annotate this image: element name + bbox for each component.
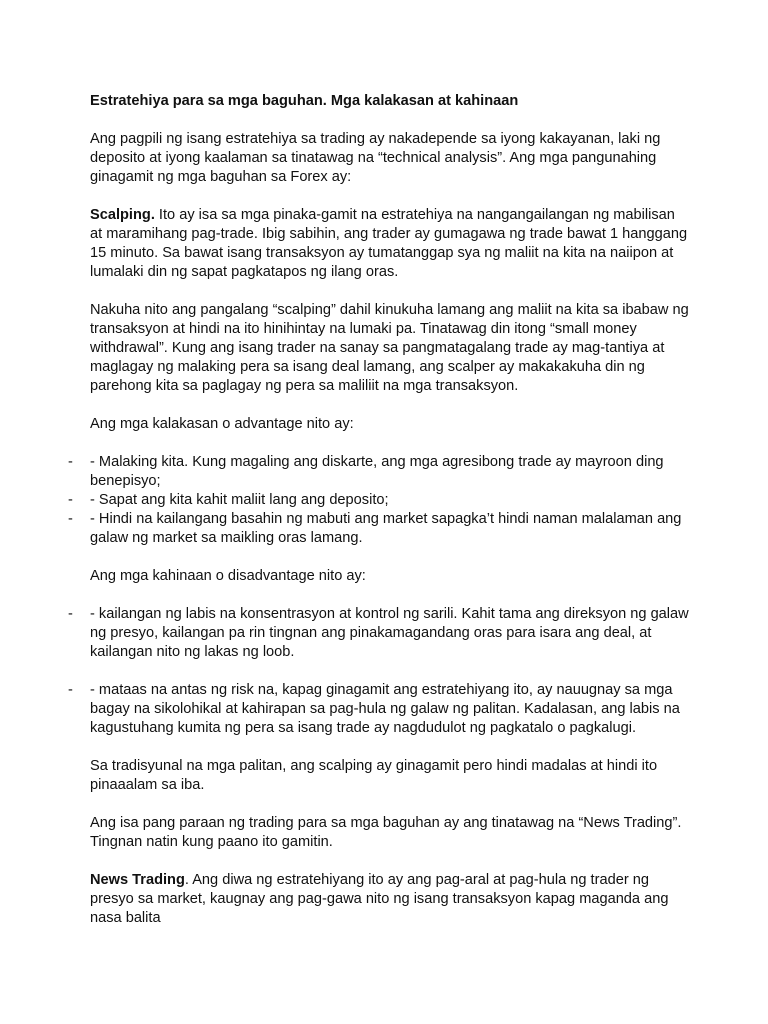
news-trading-paragraph xyxy=(90,871,690,928)
advantages-intro: Ang mga kalakasan o advantage nito ay: xyxy=(90,416,354,432)
document-title: Estratehiya para sa mga baguhan. Mga kalakasan at kahinaan xyxy=(90,93,519,109)
disadvantages-intro: Ang mga kahinaan o disadvantage nito ay: xyxy=(90,568,366,584)
news-intro-paragraph: Ang isa pang paraan ng trading para sa mga baguhan ay ang tinatawag na “News Trading”. Tingnan natin kung paano ito gamitin. xyxy=(90,815,682,850)
list-item-text: - Malaking kita. Kung magaling ang diskarte, ang mga agresibong trade ay mayroon ding benepisyo; xyxy=(90,454,664,489)
intro-paragraph: Ang pagpili ng isang estratehiya sa trading ay nakadepende sa iyong kakayanan, laki ng deposito at iyong kaalaman sa tinatawag na “technical analysis”. Ang mga pangunahing ginagamit ng mga baguhan sa Forex ay: xyxy=(90,131,661,185)
scalping-paragraph xyxy=(90,206,690,282)
list-marker: - xyxy=(68,492,73,508)
list-item-text: - kailangan ng labis na konsentrasyon at kontrol ng sarili. Kahit tama ang direksyon ng galaw ng presyo, kailangan pa rin tingnan ang pinakamagandang oras para isara ang deal, at kailangan nito ng lakas ng loob. xyxy=(90,606,689,660)
scalping-name-paragraph: Nakuha nito ang pangalang “scalping” dahil kinukuha lamang ang maliit na kita sa ibabaw ng transaksyon at hindi na ito hinihintay na lumaki pa. Tinatawag din itong “small money withdrawal”. Kung ang isang trader na sanay sa pangmatagalang trade ay mag-tantiya at maglagay ng malaking pera sa isang deal lamang, ang scalper ay makakakuha din ng parehong kita sa paglagay ng pera sa maliliit na mga transaksyon. xyxy=(90,302,689,394)
list-marker: - xyxy=(68,454,73,470)
list-item-text: - mataas na antas ng risk na, kapag ginagamit ang estratehiyang ito, ay nauugnay sa mga bagay na sikolohikal at kahirapan sa pag-hula ng galaw ng palitan. Kadalasan, ang labis na kagustuhang kumita ng pera sa isang trade ay nagdudulot ng pagkatalo o pagkalugi. xyxy=(90,682,680,736)
list-marker: - xyxy=(68,511,73,527)
scalping-text: Ito ay isa sa mga pinaka-gamit na estratehiya na nangangailangan ng mabilisan at maramihang pag-trade. Ibig sabihin, ang trader ay gumagawa ng trade bawat 1 hanggang 15 minuto. Sa bawat isang transaksyon ay tumatanggap sya ng maliit na kita na naiipon at lumalaki din ng sapat pagkatapos ng ilang oras. xyxy=(90,207,688,280)
traditional-paragraph: Sa tradisyunal na mga palitan, ang scalping ay ginagamit pero hindi madalas at hindi ito pinaaalam sa iba. xyxy=(90,758,658,793)
list-item xyxy=(68,605,690,662)
news-trading-text: . Ang diwa ng estratehiyang ito ay ang pag-aral at pag-hula ng trader ng presyo sa market, kaugnay ang pag-gawa nito ng isang transaksyon kapag maganda ang nasa balita xyxy=(90,872,669,926)
list-item-text: - Hindi na kailangang basahin ng mabuti ang market sapagka’t hindi naman malalaman ang galaw ng market sa maikling oras lamang. xyxy=(90,511,682,546)
list-item xyxy=(68,681,690,738)
list-item-text: - Sapat ang kita kahit maliit lang ang deposito; xyxy=(90,492,389,508)
disadvantages-list xyxy=(68,605,690,738)
list-marker: - xyxy=(68,682,73,698)
document-body xyxy=(68,92,690,947)
list-item xyxy=(68,491,690,510)
scalping-term: Scalping. xyxy=(90,207,155,223)
list-item xyxy=(68,453,690,491)
news-trading-term: News Trading xyxy=(90,872,185,888)
list-item xyxy=(68,510,690,548)
list-marker: - xyxy=(68,606,73,622)
advantages-list xyxy=(68,453,690,548)
